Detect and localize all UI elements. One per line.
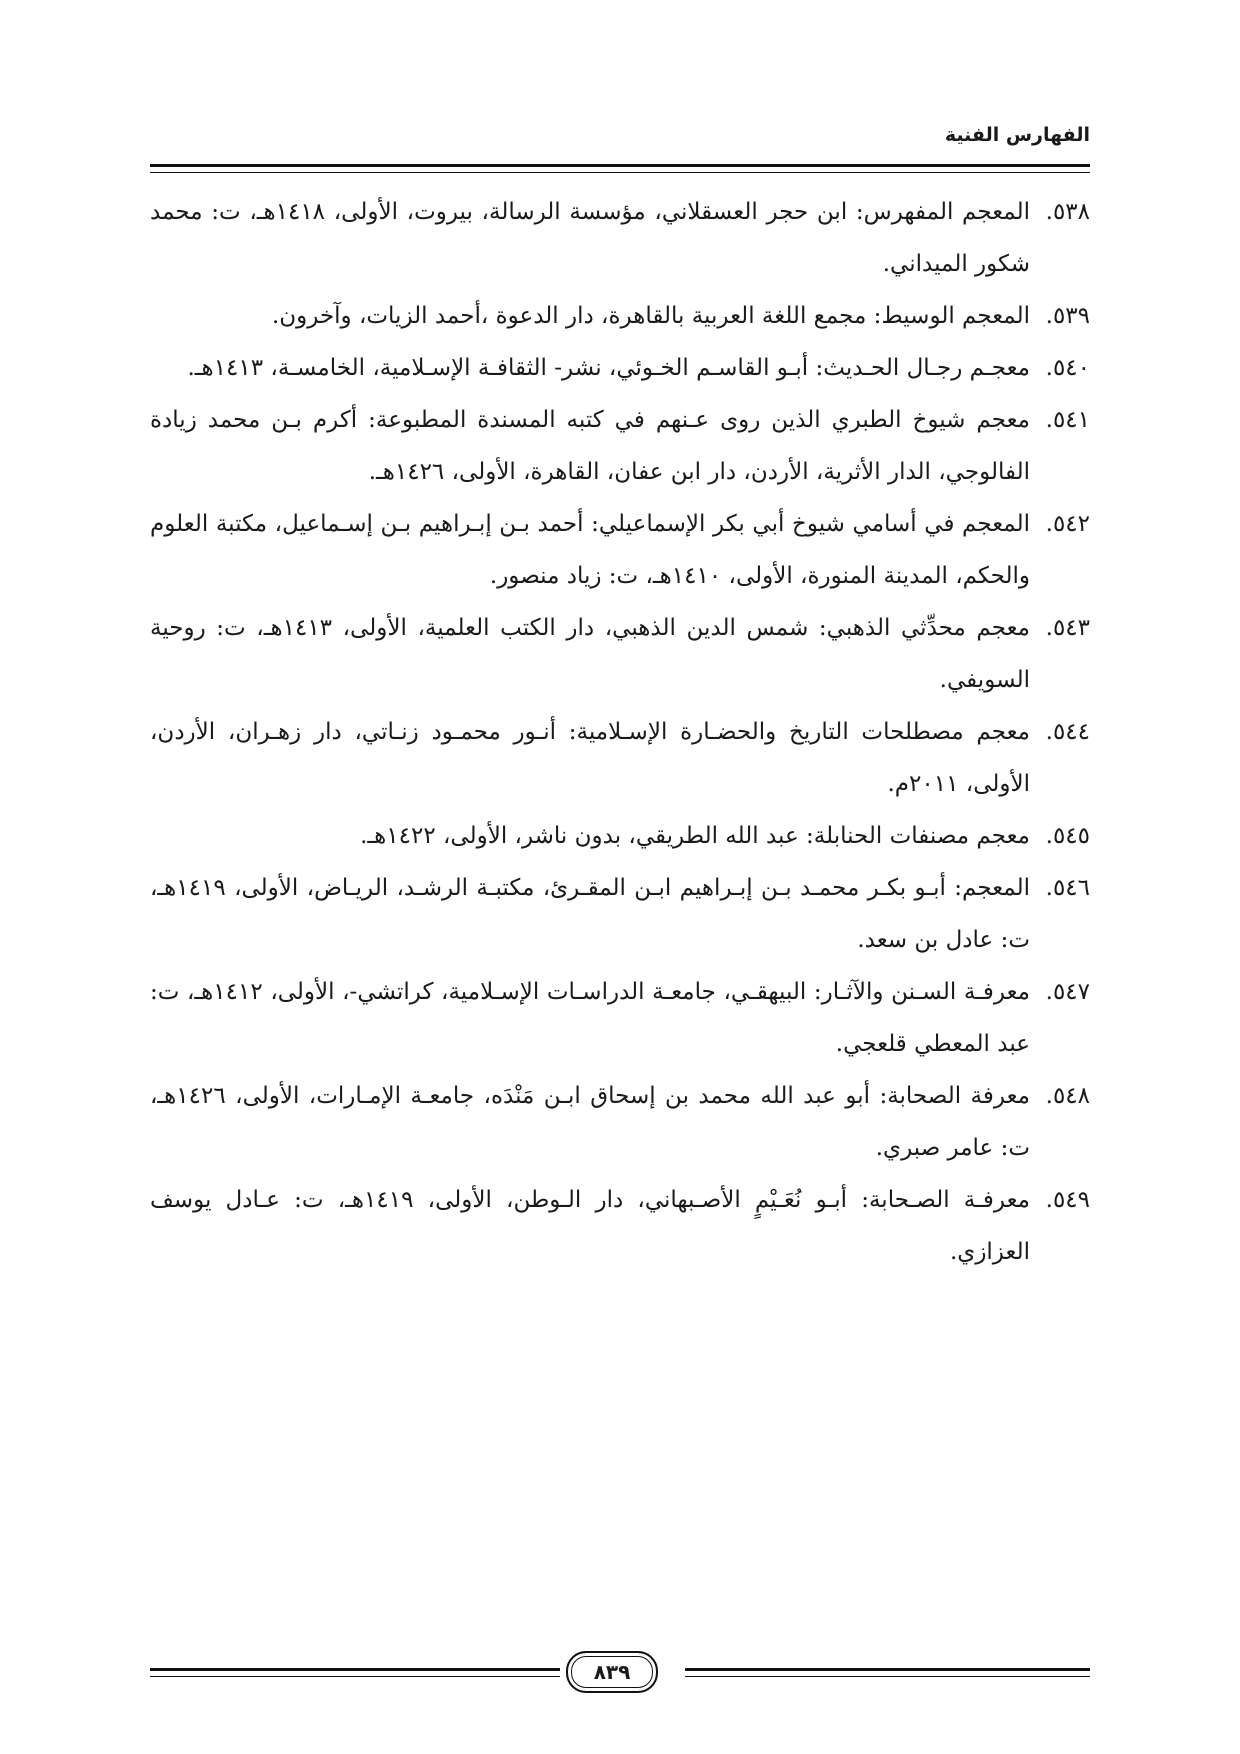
entry-number: ٥٤٨. bbox=[1045, 1083, 1090, 1109]
entry-number: ٥٤٤. bbox=[1045, 719, 1090, 745]
bibliography-entry bbox=[150, 394, 1090, 498]
entry-text: المعجم: أبـو بكـر محمـد بـن إبـراهيم ابـن المقـرئ، مكتبـة الرشـد، الريـاض، الأولى، ١٤١٩هـ، ت: عادل بن سعد. bbox=[150, 875, 1030, 953]
entry-number: ٥٤٦. bbox=[1045, 875, 1090, 901]
entry-number: ٥٤٧. bbox=[1045, 979, 1090, 1005]
entry-text: معجم محدِّثي الذهبي: شمس الدين الذهبي، دار الكتب العلمية، الأولى، ١٤١٣هـ، ت: روحية السويفي. bbox=[150, 615, 1030, 693]
footer-divider-right bbox=[685, 1668, 1090, 1677]
entry-text: معجـم رجـال الحـديث: أبـو القاسـم الخـوئي، نشر- الثقافـة الإسـلامية، الخامسـة، ١٤١٣هـ. bbox=[187, 355, 1030, 381]
entry-text: معجم مصطلحات التاريخ والحضـارة الإسـلامية: أنـور محمـود زنـاتي، دار زهـران، الأردن، الأولى، ٢٠١١م. bbox=[150, 719, 1030, 797]
bibliography-entry bbox=[150, 706, 1090, 810]
bibliography-entry bbox=[150, 342, 1090, 394]
header-divider bbox=[150, 164, 1090, 173]
entry-text: معجم شيوخ الطبري الذين روى عـنهم في كتبه المسندة المطبوعة: أكرم بـن محمد زيادة الفالوجي، الدار الأثرية، الأردن، دار ابن عفان، القاهرة، الأولى، ١٤٢٦هـ. bbox=[150, 407, 1030, 485]
bibliography-entry bbox=[150, 966, 1090, 1070]
entry-number: ٥٣٨. bbox=[1045, 199, 1090, 225]
entry-number: ٥٣٩. bbox=[1045, 303, 1090, 329]
entry-text: المعجم المفهرس: ابن حجر العسقلاني، مؤسسة الرسالة، بيروت، الأولى، ١٤١٨هـ، ت: محمد شكور الميداني. bbox=[150, 199, 1030, 277]
entry-number: ٥٤٢. bbox=[1045, 511, 1090, 537]
bibliography-entry bbox=[150, 498, 1090, 602]
entry-text: المعجم في أسامي شيوخ أبي بكر الإسماعيلي: أحمد بـن إبـراهيم بـن إسـماعيل، مكتبة العلوم والحكم، المدينة المنورة، الأولى، ١٤١٠هـ، ت: زياد منصور. bbox=[150, 511, 1030, 589]
entry-number: ٥٤٥. bbox=[1045, 823, 1090, 849]
entry-number: ٥٤٠. bbox=[1045, 355, 1090, 381]
page-header-title: الفهارس الفنية bbox=[944, 124, 1090, 146]
entry-text: معرفـة الصـحابة: أبـو نُعَـيْمٍ الأصـبهاني، دار الـوطن، الأولى، ١٤١٩هـ، ت: عـادل يوسف العزازي. bbox=[150, 1187, 1030, 1265]
entry-text: معرفة الصحابة: أبو عبد الله محمد بن إسحاق ابـن مَنْدَه، جامعـة الإمـارات، الأولى، ١٤٢٦هـ، ت: عامر صبري. bbox=[150, 1083, 1030, 1161]
bibliography-entry bbox=[150, 810, 1090, 862]
entry-number: ٥٤٣. bbox=[1045, 615, 1090, 641]
page-number-badge: ٨٣٩ bbox=[566, 1651, 658, 1693]
entry-text: معرفـة السـنن والآثـار: البيهقـي، جامعـة الدراسـات الإسـلامية، كراتشي-، الأولى، ١٤١٢هـ، ت: عبد المعطي قلعجي. bbox=[150, 979, 1030, 1057]
bibliography-entry bbox=[150, 186, 1090, 290]
bibliography-entry bbox=[150, 602, 1090, 706]
entry-number: ٥٤١. bbox=[1045, 407, 1090, 433]
entry-number: ٥٤٩. bbox=[1045, 1187, 1090, 1213]
bibliography-entry bbox=[150, 290, 1090, 342]
bibliography-entry bbox=[150, 1070, 1090, 1174]
entry-text: المعجم الوسيط: مجمع اللغة العربية بالقاهرة، دار الدعوة ،أحمد الزيات، وآخرون. bbox=[271, 303, 1030, 329]
footer-divider-left bbox=[150, 1668, 560, 1677]
bibliography-entry bbox=[150, 862, 1090, 966]
entry-text: معجم مصنفات الحنابلة: عبد الله الطريقي، بدون ناشر، الأولى، ١٤٢٢هـ. bbox=[360, 823, 1030, 849]
bibliography-list bbox=[150, 186, 1090, 1278]
bibliography-entry bbox=[150, 1174, 1090, 1278]
